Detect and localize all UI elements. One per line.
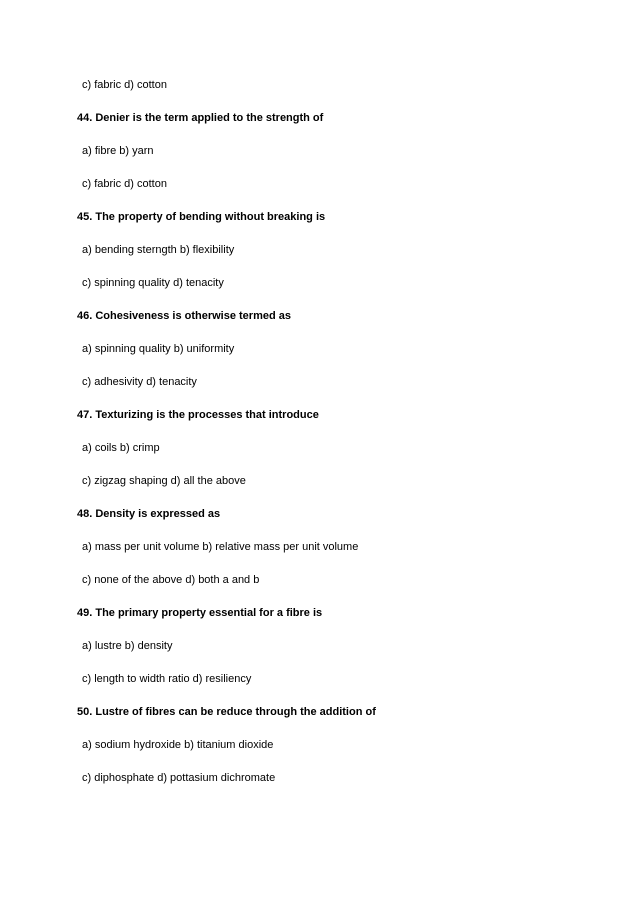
question-49: 49. The primary property essential for a fibre is [77, 607, 323, 619]
answer-options-line: c) zigzag shaping d) all the above [82, 475, 246, 487]
question-50: 50. Lustre of fibres can be reduce through the addition of [77, 706, 376, 718]
answer-options-line: a) bending sterngth b) flexibility [82, 244, 235, 256]
answer-options-line: c) fabric d) cotton [82, 79, 167, 91]
answer-options-line: a) mass per unit volume b) relative mass per unit volume [82, 541, 359, 553]
answer-options-line: c) diphosphate d) pottasium dichromate [82, 772, 276, 784]
answer-options-line: c) spinning quality d) tenacity [82, 277, 224, 289]
answer-options-line: c) adhesivity d) tenacity [82, 376, 197, 388]
answer-options-line: c) fabric d) cotton [82, 178, 167, 190]
question-46: 46. Cohesiveness is otherwise termed as [77, 310, 291, 322]
question-44: 44. Denier is the term applied to the strength of [77, 112, 324, 124]
answer-options-line: a) coils b) crimp [82, 442, 160, 454]
answer-options-line: a) lustre b) density [82, 640, 173, 652]
answer-options-line: a) spinning quality b) uniformity [82, 343, 235, 355]
question-48: 48. Density is expressed as [77, 508, 221, 520]
answer-options-line: a) fibre b) yarn [82, 145, 154, 157]
question-47: 47. Texturizing is the processes that introduce [77, 409, 319, 421]
answer-options-line: c) none of the above d) both a and b [82, 574, 260, 586]
answer-options-line: a) sodium hydroxide b) titanium dioxide [82, 739, 274, 751]
answer-options-line: c) length to width ratio d) resiliency [82, 673, 252, 685]
question-45: 45. The property of bending without breaking is [77, 211, 326, 223]
